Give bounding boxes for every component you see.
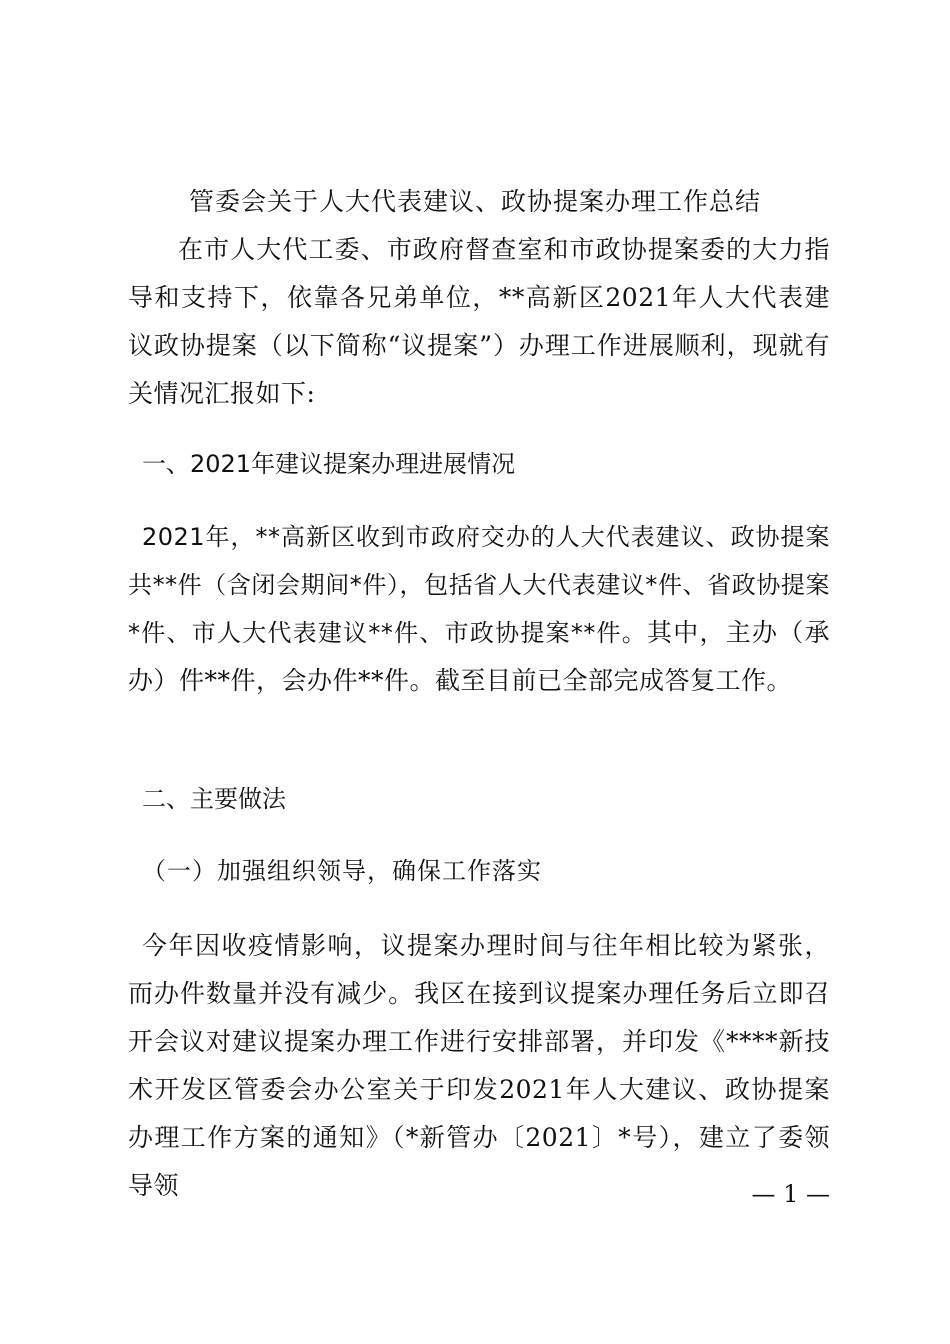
- section-2-heading: 二、主要做法: [142, 785, 286, 813]
- section-2-subheading: （一）加强组织领导，确保工作落实: [142, 857, 542, 885]
- section-1-detail-text: 其中，主办（承办）件**件，会办件**件。截至目前已全部完成答复工作。: [128, 618, 830, 695]
- section-1-heading: 一、2021年建议提案办理进展情况: [142, 450, 516, 478]
- document-title: 管委会关于人大代表建议、政协提案办理工作总结: [188, 187, 761, 216]
- intro-paragraph: 在市人大代工委、市政府督查室和市政协提案委的大力指导和支持下，依靠各兄弟单位，**高新区2021年人大代表建议政协提案（以下简称“议提案”）办理工作进展顺利，现就有关情况汇报如下:: [128, 235, 830, 408]
- section-2-paragraph: 今年因收疫情影响，议提案办理时间与往年相比较为紧张，而办件数量并没有减少。我区在接到议提案办理任务后立即召开会议对建议提案办理工作进行安排部署，并印发《****新技术开发区管委会办公室关于印发2021年人大建议、政协提案办理工作方案的通知》（*新管办〔2021〕*号），建立了委领导领: [128, 931, 830, 1200]
- section-1-summary-text: 2021年，**高新区收到市政府交办的人大代表建议、政协提案共**件（含闭会期间*件），包括省人大代表建议*件、省政协提案*件、市人大代表建议**件、市政协提案**件。: [128, 523, 830, 647]
- page-number: — 1 —: [751, 1180, 830, 1208]
- section-1-paragraph: [128, 513, 830, 705]
